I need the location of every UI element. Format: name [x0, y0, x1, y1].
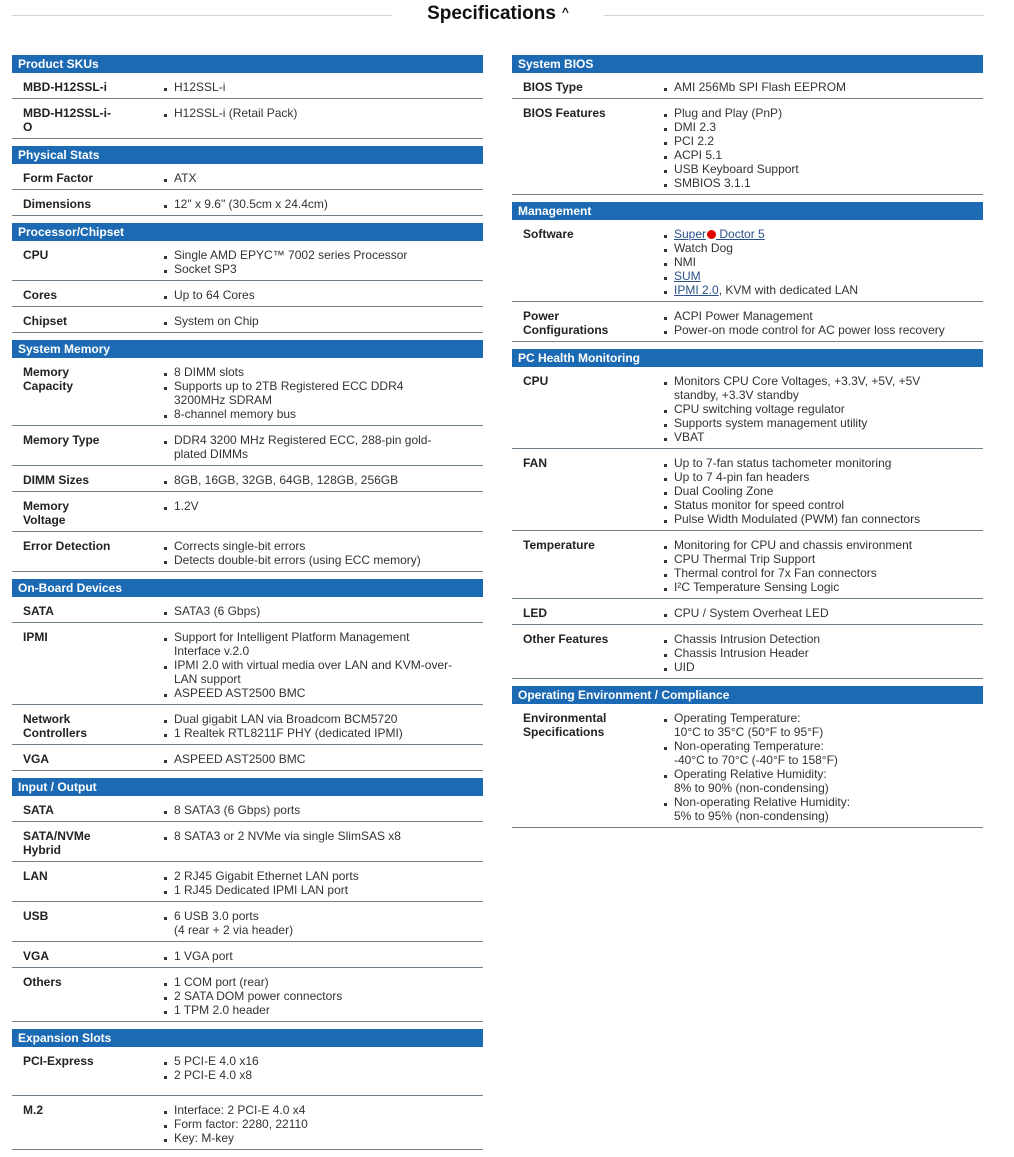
- spec-values: [663, 606, 983, 620]
- spec-label: Cores: [23, 288, 58, 302]
- spec-value: 6 USB 3.0 ports (4 rear + 2 via header): [163, 909, 483, 937]
- spec-label: LED: [523, 606, 547, 620]
- spec-row-sata: [12, 604, 483, 623]
- spec-value: ASPEED AST2500 BMC: [163, 752, 483, 766]
- spec-value: SATA3 (6 Gbps): [163, 604, 483, 618]
- spec-value: 1 Realtek RTL8211F PHY (dedicated IPMI): [163, 726, 483, 740]
- spec-value: 8GB, 16GB, 32GB, 64GB, 128GB, 256GB: [163, 473, 483, 487]
- spec-label: SATA: [23, 604, 54, 618]
- spec-label: BIOS Features: [523, 106, 606, 120]
- section-header-product-skus: Product SKUs: [12, 55, 483, 73]
- spec-row-pci-express: [12, 1054, 483, 1096]
- spec-label: PCI-Express: [23, 1054, 94, 1068]
- header-divider-left: [12, 15, 392, 16]
- spec-row-sata-nvme-hybrid: [12, 829, 483, 862]
- link-ipmi-2-0[interactable]: IPMI 2.0: [674, 283, 719, 297]
- spec-value: CPU Thermal Trip Support: [663, 552, 983, 566]
- spec-values: [663, 538, 983, 594]
- spec-label: Environmental Specifications: [523, 711, 607, 739]
- right-spec-column: [512, 55, 983, 835]
- spec-value: 8 SATA3 or 2 NVMe via single SlimSAS x8: [163, 829, 483, 843]
- spec-values: [663, 106, 983, 190]
- spec-value: NMI: [663, 255, 983, 269]
- spec-value: I²C Temperature Sensing Logic: [663, 580, 983, 594]
- spec-value: CPU / System Overheat LED: [663, 606, 983, 620]
- spec-label: Temperature: [523, 538, 595, 552]
- spec-values: [163, 949, 483, 963]
- spec-label: Power Configurations: [523, 309, 609, 337]
- spec-value: Supports up to 2TB Registered ECC DDR4 3200MHz SDRAM: [163, 379, 483, 407]
- spec-label: MBD-H12SSL-i- O: [23, 106, 112, 134]
- spec-value: DMI 2.3: [663, 120, 983, 134]
- spec-label: Software: [523, 227, 574, 241]
- spec-label: CPU: [23, 248, 49, 262]
- spec-label: CPU: [523, 374, 549, 388]
- spec-values: [663, 227, 983, 297]
- spec-row-mbd-h12ssl-i-o: [12, 106, 483, 139]
- spec-value: H12SSL-i (Retail Pack): [163, 106, 483, 120]
- spec-values: [163, 712, 483, 740]
- spec-value: DDR4 3200 MHz Registered ECC, 288-pin gold- plated DIMMs: [163, 433, 483, 461]
- spec-row-sata: [12, 803, 483, 822]
- spec-row-form-factor: [12, 171, 483, 190]
- spec-row-cpu: [12, 248, 483, 281]
- spec-label: LAN: [23, 869, 48, 883]
- spec-value: Corrects single-bit errors: [163, 539, 483, 553]
- spec-value: Dual gigabit LAN via Broadcom BCM5720: [163, 712, 483, 726]
- spec-row-cpu: [512, 374, 983, 449]
- section-header-management: Management: [512, 202, 983, 220]
- spec-value: 5 PCI-E 4.0 x16: [163, 1054, 483, 1068]
- spec-label: DIMM Sizes: [23, 473, 90, 487]
- spec-value: Up to 7-fan status tachometer monitoring: [663, 456, 983, 470]
- spec-row-vga: [12, 949, 483, 968]
- spec-values: [163, 433, 483, 461]
- section-header-on-board-devices: On-Board Devices: [12, 579, 483, 597]
- spec-value: Form factor: 2280, 22110: [163, 1117, 483, 1131]
- section-header-system-bios: System BIOS: [512, 55, 983, 73]
- spec-row-memory-voltage: [12, 499, 483, 532]
- spec-values: [163, 473, 483, 487]
- spec-values: [163, 314, 483, 328]
- spec-row-dimm-sizes: [12, 473, 483, 492]
- spec-row-bios-type: [512, 80, 983, 99]
- spec-label: Memory Type: [23, 433, 100, 447]
- spec-value: Up to 64 Cores: [163, 288, 483, 302]
- spec-value: Key: M-key: [163, 1131, 483, 1145]
- spec-value: ASPEED AST2500 BMC: [163, 686, 483, 700]
- spec-values: [163, 106, 483, 134]
- spec-values: [663, 309, 983, 337]
- spec-value: CPU switching voltage regulator: [663, 402, 983, 416]
- spec-value: Supports system management utility: [663, 416, 983, 430]
- spec-label: VGA: [23, 949, 50, 963]
- spec-value-suffix: , KVM with dedicated LAN: [718, 283, 859, 297]
- spec-values: [163, 1054, 483, 1082]
- section-header-pc-health-monitoring: PC Health Monitoring: [512, 349, 983, 367]
- spec-values: [163, 80, 483, 94]
- spec-value: Detects double-bit errors (using ECC memory): [163, 553, 483, 567]
- spec-value-link-item: [663, 227, 983, 241]
- spec-values: [663, 632, 983, 674]
- spec-value: 2 PCI-E 4.0 x8: [163, 1068, 483, 1082]
- spec-value: Monitors CPU Core Voltages, +3.3V, +5V, +5V standby, +3.3V standby: [663, 374, 983, 402]
- spec-value: ACPI 5.1: [663, 148, 983, 162]
- spec-values: [163, 539, 483, 567]
- spec-label: Dimensions: [23, 197, 92, 211]
- spec-label: IPMI: [23, 630, 48, 644]
- spec-value: 1 VGA port: [163, 949, 483, 963]
- spec-values: [163, 288, 483, 302]
- spec-value: 1 TPM 2.0 header: [163, 1003, 483, 1017]
- spec-row-chipset: [12, 314, 483, 333]
- spec-value: Support for Intelligent Platform Management Interface v.2.0: [163, 630, 483, 658]
- spec-value: AMI 256Mb SPI Flash EEPROM: [663, 80, 983, 94]
- link-doctor-5[interactable]: Doctor 5: [716, 227, 765, 241]
- spec-value: Chassis Intrusion Detection: [663, 632, 983, 646]
- spec-values: [163, 975, 483, 1017]
- section-header-operating-environment-compliance: Operating Environment / Compliance: [512, 686, 983, 704]
- link-super[interactable]: Super: [674, 227, 707, 241]
- spec-value: ATX: [163, 171, 483, 185]
- spec-label: Memory Capacity: [23, 365, 74, 393]
- spec-values: [163, 197, 483, 211]
- spec-value: Operating Relative Humidity: 8% to 90% (non-condensing): [663, 767, 983, 795]
- spec-label: USB: [23, 909, 49, 923]
- spec-value: 8 SATA3 (6 Gbps) ports: [163, 803, 483, 817]
- spec-value: Up to 7 4-pin fan headers: [663, 470, 983, 484]
- spec-value: 12" x 9.6" (30.5cm x 24.4cm): [163, 197, 483, 211]
- spec-label: M.2: [23, 1103, 44, 1117]
- spec-row-temperature: [512, 538, 983, 599]
- spec-value: Non-operating Temperature: -40°C to 70°C (-40°F to 158°F): [663, 739, 983, 767]
- link-sum[interactable]: SUM: [674, 269, 701, 283]
- spec-value: PCI 2.2: [663, 134, 983, 148]
- spec-label: Network Controllers: [23, 712, 88, 740]
- spec-label: MBD-H12SSL-i: [23, 80, 108, 94]
- spec-label: SATA: [23, 803, 54, 817]
- spec-value: IPMI 2.0 with virtual media over LAN and KVM-over- LAN support: [163, 658, 483, 686]
- spec-label: FAN: [523, 456, 547, 470]
- page-title[interactable]: Specifications ^: [427, 3, 569, 24]
- section-header-processor-chipset: Processor/Chipset: [12, 223, 483, 241]
- spec-value: 1 RJ45 Dedicated IPMI LAN port: [163, 883, 483, 897]
- spec-label: Other Features: [523, 632, 609, 646]
- spec-values: [163, 604, 483, 618]
- spec-row-others: [12, 975, 483, 1022]
- spec-values: [163, 803, 483, 817]
- spec-row-fan: [512, 456, 983, 531]
- spec-row-cores: [12, 288, 483, 307]
- spec-row-mbd-h12ssl-i: [12, 80, 483, 99]
- section-header-input-output: Input / Output: [12, 778, 483, 796]
- spec-value: Thermal control for 7x Fan connectors: [663, 566, 983, 580]
- spec-values: [163, 171, 483, 185]
- spec-values: [163, 365, 483, 421]
- spec-row-memory-capacity: [12, 365, 483, 426]
- spec-value: 2 SATA DOM power connectors: [163, 989, 483, 1003]
- spec-value: SMBIOS 3.1.1: [663, 176, 983, 190]
- spec-label: SATA/NVMe Hybrid: [23, 829, 91, 857]
- spec-values: [163, 1103, 483, 1145]
- spec-value: Single AMD EPYC™ 7002 series Processor: [163, 248, 483, 262]
- spec-values: [663, 80, 983, 94]
- spec-row-software: [512, 227, 983, 302]
- spec-values: [163, 909, 483, 937]
- spec-row-bios-features: [512, 106, 983, 195]
- spec-value: System on Chip: [163, 314, 483, 328]
- spec-row-other-features: [512, 632, 983, 679]
- spec-row-ipmi: [12, 630, 483, 705]
- spec-label: Memory Voltage: [23, 499, 70, 527]
- spec-value: Socket SP3: [163, 262, 483, 276]
- spec-value: Operating Temperature: 10°C to 35°C (50°F to 95°F): [663, 711, 983, 739]
- spec-value: 1 COM port (rear): [163, 975, 483, 989]
- spec-row-usb: [12, 909, 483, 942]
- spec-value: UID: [663, 660, 983, 674]
- spec-value: 8-channel memory bus: [163, 407, 483, 421]
- spec-value: VBAT: [663, 430, 983, 444]
- spec-label: Error Detection: [23, 539, 111, 553]
- section-header-expansion-slots: Expansion Slots: [12, 1029, 483, 1047]
- spec-value: Plug and Play (PnP): [663, 106, 983, 120]
- spec-row-environmental-specifications: [512, 711, 983, 828]
- spec-value: Watch Dog: [663, 241, 983, 255]
- section-header-physical-stats: Physical Stats: [12, 146, 483, 164]
- spec-row-dimensions: [12, 197, 483, 216]
- spec-value: 8 DIMM slots: [163, 365, 483, 379]
- spec-label: Chipset: [23, 314, 68, 328]
- spec-values: [163, 630, 483, 700]
- spec-row-error-detection: [12, 539, 483, 572]
- spec-value: Status monitor for speed control: [663, 498, 983, 512]
- spec-value: Chassis Intrusion Header: [663, 646, 983, 660]
- specifications-header[interactable]: [0, 0, 1014, 32]
- section-header-system-memory: System Memory: [12, 340, 483, 358]
- spec-values: [663, 374, 983, 444]
- spec-row-led: [512, 606, 983, 625]
- spec-value: 2 RJ45 Gigabit Ethernet LAN ports: [163, 869, 483, 883]
- spec-value: 1.2V: [163, 499, 483, 513]
- spec-row-m-2: [12, 1103, 483, 1150]
- spec-value-link-item: [663, 269, 983, 283]
- spec-value: ACPI Power Management: [663, 309, 983, 323]
- spec-values: [663, 456, 983, 526]
- spec-row-lan: [12, 869, 483, 902]
- spec-value: Non-operating Relative Humidity: 5% to 95% (non-condensing): [663, 795, 983, 823]
- spec-value: Monitoring for CPU and chassis environment: [663, 538, 983, 552]
- spec-row-network-controllers: [12, 712, 483, 745]
- spec-row-vga: [12, 752, 483, 771]
- red-dot-marker-icon: [707, 230, 716, 239]
- spec-values: [163, 248, 483, 276]
- spec-row-power-configurations: [512, 309, 983, 342]
- spec-values: [163, 829, 483, 857]
- spec-value: Power-on mode control for AC power loss recovery: [663, 323, 983, 337]
- chevron-up-icon[interactable]: ^: [561, 5, 569, 19]
- spec-values: [663, 711, 983, 823]
- spec-value: Pulse Width Modulated (PWM) fan connectors: [663, 512, 983, 526]
- spec-label: Form Factor: [23, 171, 94, 185]
- spec-values: [163, 869, 483, 897]
- spec-value: Interface: 2 PCI-E 4.0 x4: [163, 1103, 483, 1117]
- spec-values: [163, 499, 483, 527]
- spec-label: Others: [23, 975, 62, 989]
- spec-value: Dual Cooling Zone: [663, 484, 983, 498]
- header-divider-right: [604, 15, 984, 16]
- left-spec-column: [12, 55, 483, 1157]
- spec-label: VGA: [23, 752, 50, 766]
- spec-label: BIOS Type: [523, 80, 583, 94]
- spec-value: H12SSL-i: [163, 80, 483, 94]
- spec-value: USB Keyboard Support: [663, 162, 983, 176]
- spec-values: [163, 752, 483, 766]
- spec-row-memory-type: [12, 433, 483, 466]
- spec-value-link-item: [663, 283, 983, 297]
